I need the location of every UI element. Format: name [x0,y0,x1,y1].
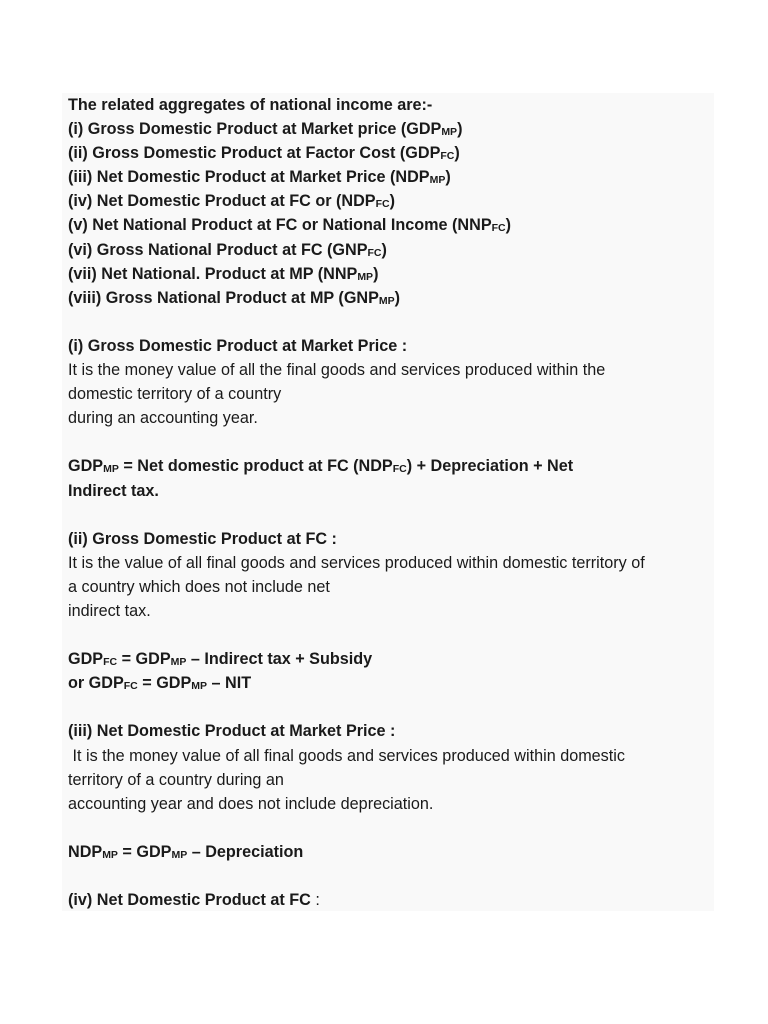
spacer [68,623,714,647]
document-body [62,93,714,911]
list-item: (v) Net National Product at FC or National Income (NNPFC) [68,216,512,235]
list-item: (viii) Gross National Product at MP (GNPMP) [68,288,401,307]
list-item: (ii) Gross Domestic Product at Factor Cost (GDPFC) [68,144,460,163]
section-body-line: a country which does not include net [68,577,330,596]
section-heading: (ii) Gross Domestic Product at FC : [68,529,337,548]
section-body-line: It is the money value of all the final goods and services produced within the [68,361,606,380]
section-body-line: indirect tax. [68,601,151,620]
section-body-line: It is the value of all final goods and services produced within domestic territory of [68,553,645,572]
section-body-line: accounting year and does not include depreciation. [68,794,434,813]
section-body-line: territory of a country during an [68,770,284,789]
list-item: (vii) Net National. Product at MP (NNPMP) [68,264,379,283]
section-body-line: It is the money value of all final goods and services produced within domestic [68,746,625,765]
formula: GDPFC = GDPMP – Indirect tax + Subsidy [68,650,373,669]
spacer [68,430,714,454]
formula: NDPMP = GDPMP – Depreciation [68,842,304,861]
formula-continued: Indirect tax. [68,481,159,500]
section-heading: (iii) Net Domestic Product at Market Price : [68,722,396,741]
spacer [68,816,714,840]
spacer [68,310,714,334]
section-body-line: during an accounting year. [68,409,258,428]
section-heading: (iv) Net Domestic Product at FC : [68,891,320,910]
formula: or GDPFC = GDPMP – NIT [68,674,252,693]
section-body-line: domestic territory of a country [68,385,282,404]
formula: GDPMP = Net domestic product at FC (NDPFC) + Depreciation + Net [68,457,574,476]
intro-heading: The related aggregates of national income are:- [68,96,433,114]
list-item: (i) Gross Domestic Product at Market price (GDPMP) [68,120,463,139]
section-heading: (i) Gross Domestic Product at Market Price : [68,336,408,355]
spacer [68,695,714,719]
spacer [68,864,714,888]
spacer [68,503,714,527]
list-item: (iv) Net Domestic Product at FC or (NDPFC) [68,192,395,211]
list-item: (iii) Net Domestic Product at Market Price (NDPMP) [68,168,451,187]
list-item: (vi) Gross National Product at FC (GNPFC) [68,240,387,259]
